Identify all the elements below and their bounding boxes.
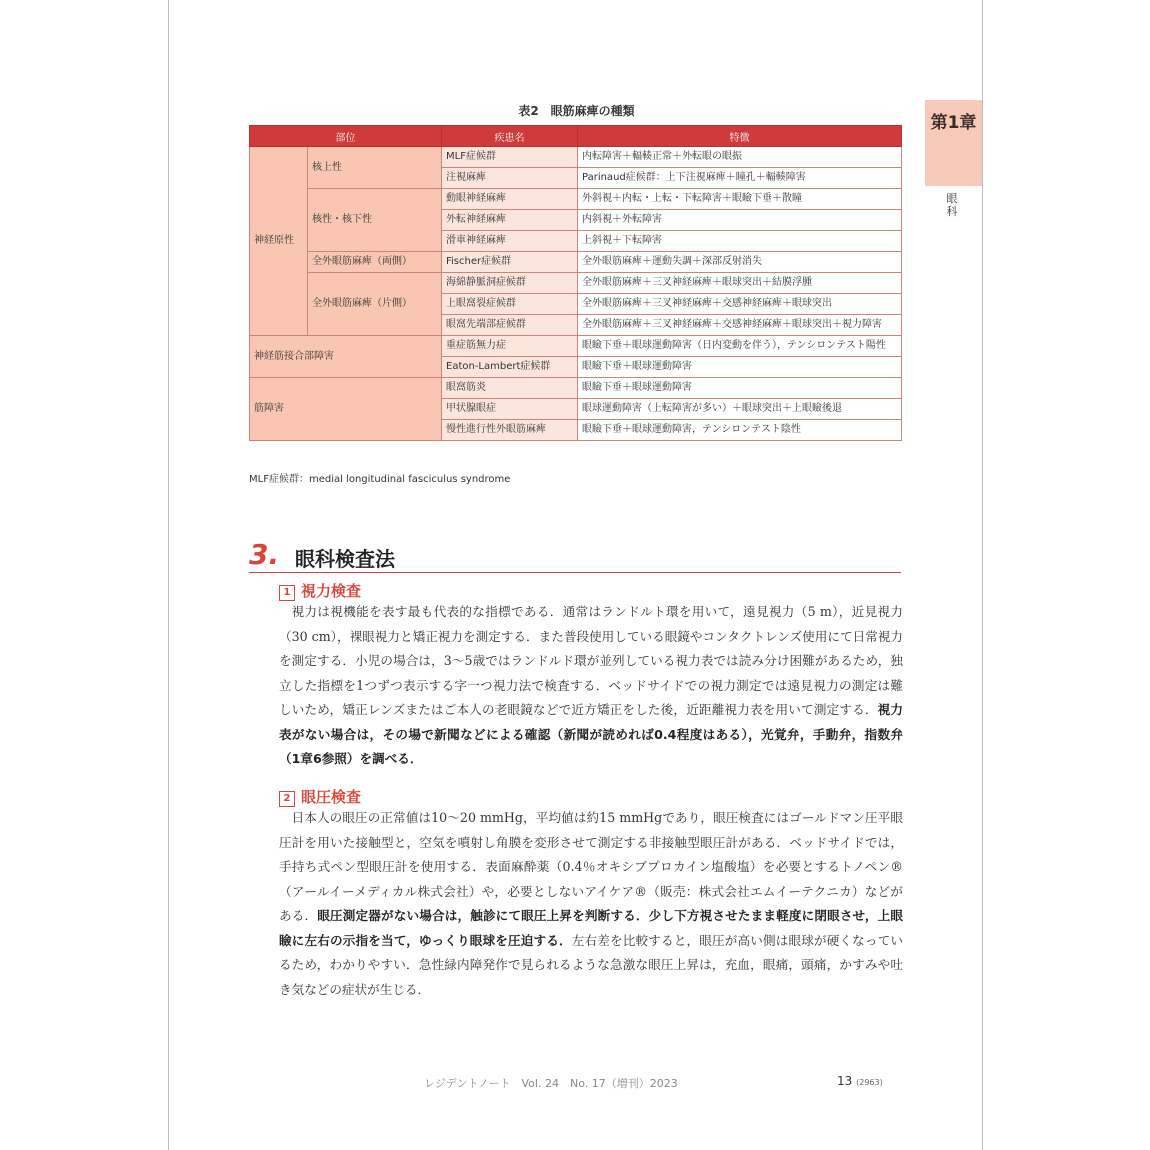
- subcategory-cell: 全外眼筋麻痺（両側）: [308, 252, 442, 273]
- disease-cell: 滑車神経麻痺: [442, 231, 578, 252]
- subcategory-cell: 核性・核下性: [308, 189, 442, 252]
- paragraph-text: 左右差を比較すると，眼圧が高い側は眼球が硬くなっているため，わかりやすい．急性緑内障発作で見られるような急激な眼圧上昇は，充血，眼痛，頭痛，かすみや吐き気などの症状が生じる．: [279, 932, 904, 997]
- paragraph-bold-text: 視力表がない場合は，その場で新聞などによる確認（新聞が読めれば0.4程度はある），光覚弁，手動弁，指数弁（1章6参照）を調べる．: [279, 702, 903, 766]
- table-row: [250, 378, 902, 399]
- header-site: 部位: [250, 126, 442, 147]
- paragraph-text: 日本人の眼圧の正常値は10～20 mmHg，平均値は約15 mmHgであり，眼圧検査にはゴールドマン圧平眼圧計を用いた接触型と，空気を噴射し角膜を変形させて測定する非接触型眼圧計がある．ベッドサイドでは，手持ち式ペン型眼圧計を使用する．表面麻酔薬（0.4％オキシブプロカイン塩酸塩）を必要とするトノペン®（アールイーメディカル株式会社）や，必要としないアイケア®（販売：株式会社エムイーテクニカ）などがある．: [279, 810, 903, 923]
- feature-cell: 眼瞼下垂＋眼球運動障害: [578, 378, 902, 399]
- feature-cell: 上斜視＋下転障害: [578, 231, 902, 252]
- chapter-sub-wrap: [925, 186, 982, 226]
- table-row: [250, 273, 902, 294]
- table-footnote: MLF症候群：medial longitudinal fasciculus syndrome: [249, 474, 511, 485]
- section-number: 3.: [249, 538, 280, 571]
- feature-cell: 内転障害＋輻輳正常＋外転眼の眼振: [578, 147, 902, 168]
- subsection-heading-iop: [279, 786, 361, 807]
- feature-cell: 眼瞼下垂＋眼球運動障害，テンシロンテスト陰性: [578, 420, 902, 441]
- feature-cell: 全外眼筋麻痺＋三叉神経麻痺＋交感神経麻痺＋眼球突出: [578, 294, 902, 315]
- header-feature: 特徴: [578, 126, 902, 147]
- header-disease: 疾患名: [442, 126, 578, 147]
- page-number-sub: (2963): [856, 1078, 883, 1087]
- paragraph-bold-text: 眼圧測定器がない場合は，触診にて眼圧上昇を判断する．少し下方視させたまま軽度に閉眼させ，上眼瞼に左右の示指を当て，ゆっくり眼球を圧迫する．: [279, 908, 904, 948]
- table-caption: 表2 眼筋麻痺の種類: [518, 104, 635, 118]
- disease-cell: 動眼神経麻痺: [442, 189, 578, 210]
- subsection-heading-visual-acuity: [279, 580, 361, 601]
- disease-cell: 海綿静脈洞症候群: [442, 273, 578, 294]
- iop-paragraph: [279, 806, 903, 1002]
- table-row: [250, 189, 902, 210]
- feature-cell: 全外眼筋麻痺＋三叉神経麻痺＋眼球突出＋結膜浮腫: [578, 273, 902, 294]
- disease-cell: 注視麻痺: [442, 168, 578, 189]
- category-cell: 神経原性: [250, 147, 308, 336]
- chapter-sub: 眼科: [946, 192, 958, 218]
- eye-muscle-table: [249, 125, 902, 441]
- table-row: [250, 252, 902, 273]
- section-heading: [249, 538, 901, 573]
- disease-cell: 重症筋無力症: [442, 336, 578, 357]
- feature-cell: 外斜視＋内転・上転・下転障害＋眼瞼下垂＋散瞳: [578, 189, 902, 210]
- subsection-title: 眼圧検査: [301, 788, 362, 806]
- feature-cell: Parinaud症候群：上下注視麻痺＋瞳孔＋輻輳障害: [578, 168, 902, 189]
- feature-cell: 全外眼筋麻痺＋運動失調＋深部反射消失: [578, 252, 902, 273]
- section-title: 眼科検査法: [295, 547, 395, 571]
- disease-cell: Eaton-Lambert症候群: [442, 357, 578, 378]
- table-header-row: [250, 126, 902, 147]
- disease-cell: 外転神経麻痺: [442, 210, 578, 231]
- disease-cell: Fischer症候群: [442, 252, 578, 273]
- page-number: [837, 1074, 883, 1088]
- disease-cell: 眼窩先端部症候群: [442, 315, 578, 336]
- table-row: [250, 336, 902, 357]
- paragraph-text: 視力は視機能を表す最も代表的な指標である．通常はランドルト環を用いて，遠見視力（5 m），近見視力（30 cm），裸眼視力と矯正視力を測定する．また普段使用している眼鏡やコンタクトレンズ使用にて日常視力を測定する．小児の場合は，3～5歳ではランドルド環が並列している視力表では読み分け困難があるため，独立した指標を1つずつ表示する字一つ視力法で検査する．ベッドサイドでの視力測定では遠見視力の測定は難しいため，矯正レンズまたはご本人の老眼鏡などで近方矯正をした後，近距離視力表を用いて測定する．: [279, 604, 903, 717]
- chapter-label: 第1章: [930, 113, 977, 133]
- feature-cell: 眼瞼下垂＋眼球運動障害（日内変動を伴う），テンシロンテスト陽性: [578, 336, 902, 357]
- feature-cell: 全外眼筋麻痺＋三叉神経麻痺＋交感神経麻痺＋眼球突出＋視力障害: [578, 315, 902, 336]
- disease-cell: 眼窩筋炎: [442, 378, 578, 399]
- document-page: [168, 0, 983, 1150]
- feature-cell: 眼球運動障害（上転障害が多い）＋眼球突出＋上眼瞼後退: [578, 399, 902, 420]
- subsection-marker: 2: [279, 791, 295, 807]
- disease-cell: 甲状腺眼症: [442, 399, 578, 420]
- feature-cell: 眼瞼下垂＋眼球運動障害: [578, 357, 902, 378]
- disease-cell: MLF症候群: [442, 147, 578, 168]
- journal-name: レジデントノート Vol. 24 No. 17（増刊）2023: [424, 1077, 678, 1090]
- subsection-marker: 1: [279, 585, 295, 601]
- category-cell: 神経筋接合部障害: [250, 336, 442, 378]
- subcategory-cell: 全外眼筋麻痺（片側）: [308, 273, 442, 336]
- category-cell: 筋障害: [250, 378, 442, 441]
- feature-cell: 内斜視＋外転障害: [578, 210, 902, 231]
- disease-cell: 慢性進行性外眼筋麻痺: [442, 420, 578, 441]
- subsection-title: 視力検査: [301, 582, 362, 600]
- table-row: [250, 147, 902, 168]
- disease-cell: 上眼窩裂症候群: [442, 294, 578, 315]
- page-number-main: 13: [837, 1074, 853, 1088]
- visual-acuity-paragraph: [279, 600, 903, 772]
- subcategory-cell: 核上性: [308, 147, 442, 189]
